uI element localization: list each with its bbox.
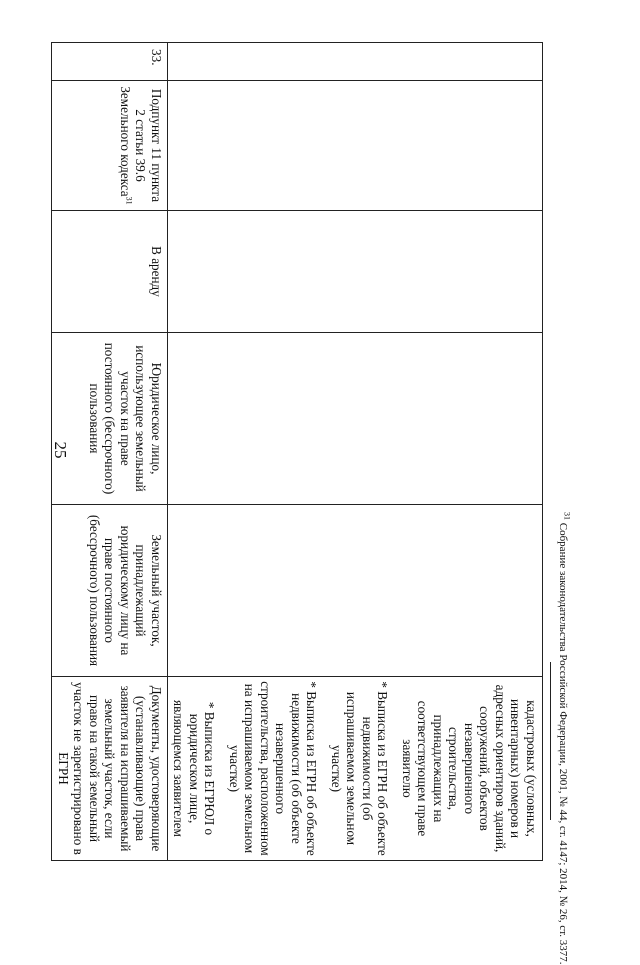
- row-number: 33.: [52, 43, 168, 81]
- cell-documents: Документы, удостоверяющие (устанавливающие) права заявителя на испрашиваемый земельный участок, если право на такой земельный участок не зарегистрировано в ЕГРН: [52, 677, 168, 861]
- cell-empty: [168, 81, 543, 211]
- cell-applicant: Юридическое лицо, использующее земельный участок на праве постоянного (бессрочного) пользования: [52, 333, 168, 505]
- table-row-continuation: [168, 43, 543, 861]
- footnote-number: 31: [562, 512, 572, 520]
- cell-empty: [168, 211, 543, 333]
- cell-documents-continuation: [168, 677, 543, 861]
- document-item: * Выписка из ЕГРЮЛ о юридическом лице, являющемся заявителем: [171, 700, 218, 837]
- cell-land-plot: Земельный участок, принадлежащий юридическому лицу на праве постоянного (бессрочного) пользования: [52, 505, 168, 677]
- document-item: * Выписка из ЕГРН об объекте недвижимости (об испрашиваемом земельном участке): [329, 681, 391, 856]
- cell-empty: [168, 333, 543, 505]
- footnote-divider: [550, 662, 551, 820]
- cell-empty: [168, 43, 543, 81]
- table-row-33: [52, 43, 168, 861]
- cell-empty: [168, 505, 543, 677]
- cell-basis: [52, 81, 168, 211]
- footnote-text: Собрание законодательства Российской Федерации, 2001, № 44, ст. 4147; 2014, № 26, ст. 3377.: [557, 522, 569, 965]
- page-number: 25: [51, 441, 70, 459]
- footnote: [552, 512, 574, 965]
- documents-tail: кадастровых (условных, инвентарных) номеров и адресных ориентиров зданий, сооружений, объектов незавершенного строительства, принадлежащих на соответствующем праве заявителю: [400, 684, 539, 853]
- documents-table: [52, 42, 544, 861]
- cell-right-type: В аренду: [52, 211, 168, 333]
- document-item: * Выписка из ЕГРН об объекте недвижимости (об объекте незавершенного строительства, расположенном на испрашиваемом земельном участке): [227, 681, 320, 856]
- basis-text: Подпункт 11 пункта 2 статьи 39.6 Земельного кодекса: [118, 86, 164, 203]
- footnote-ref: 31: [124, 196, 134, 205]
